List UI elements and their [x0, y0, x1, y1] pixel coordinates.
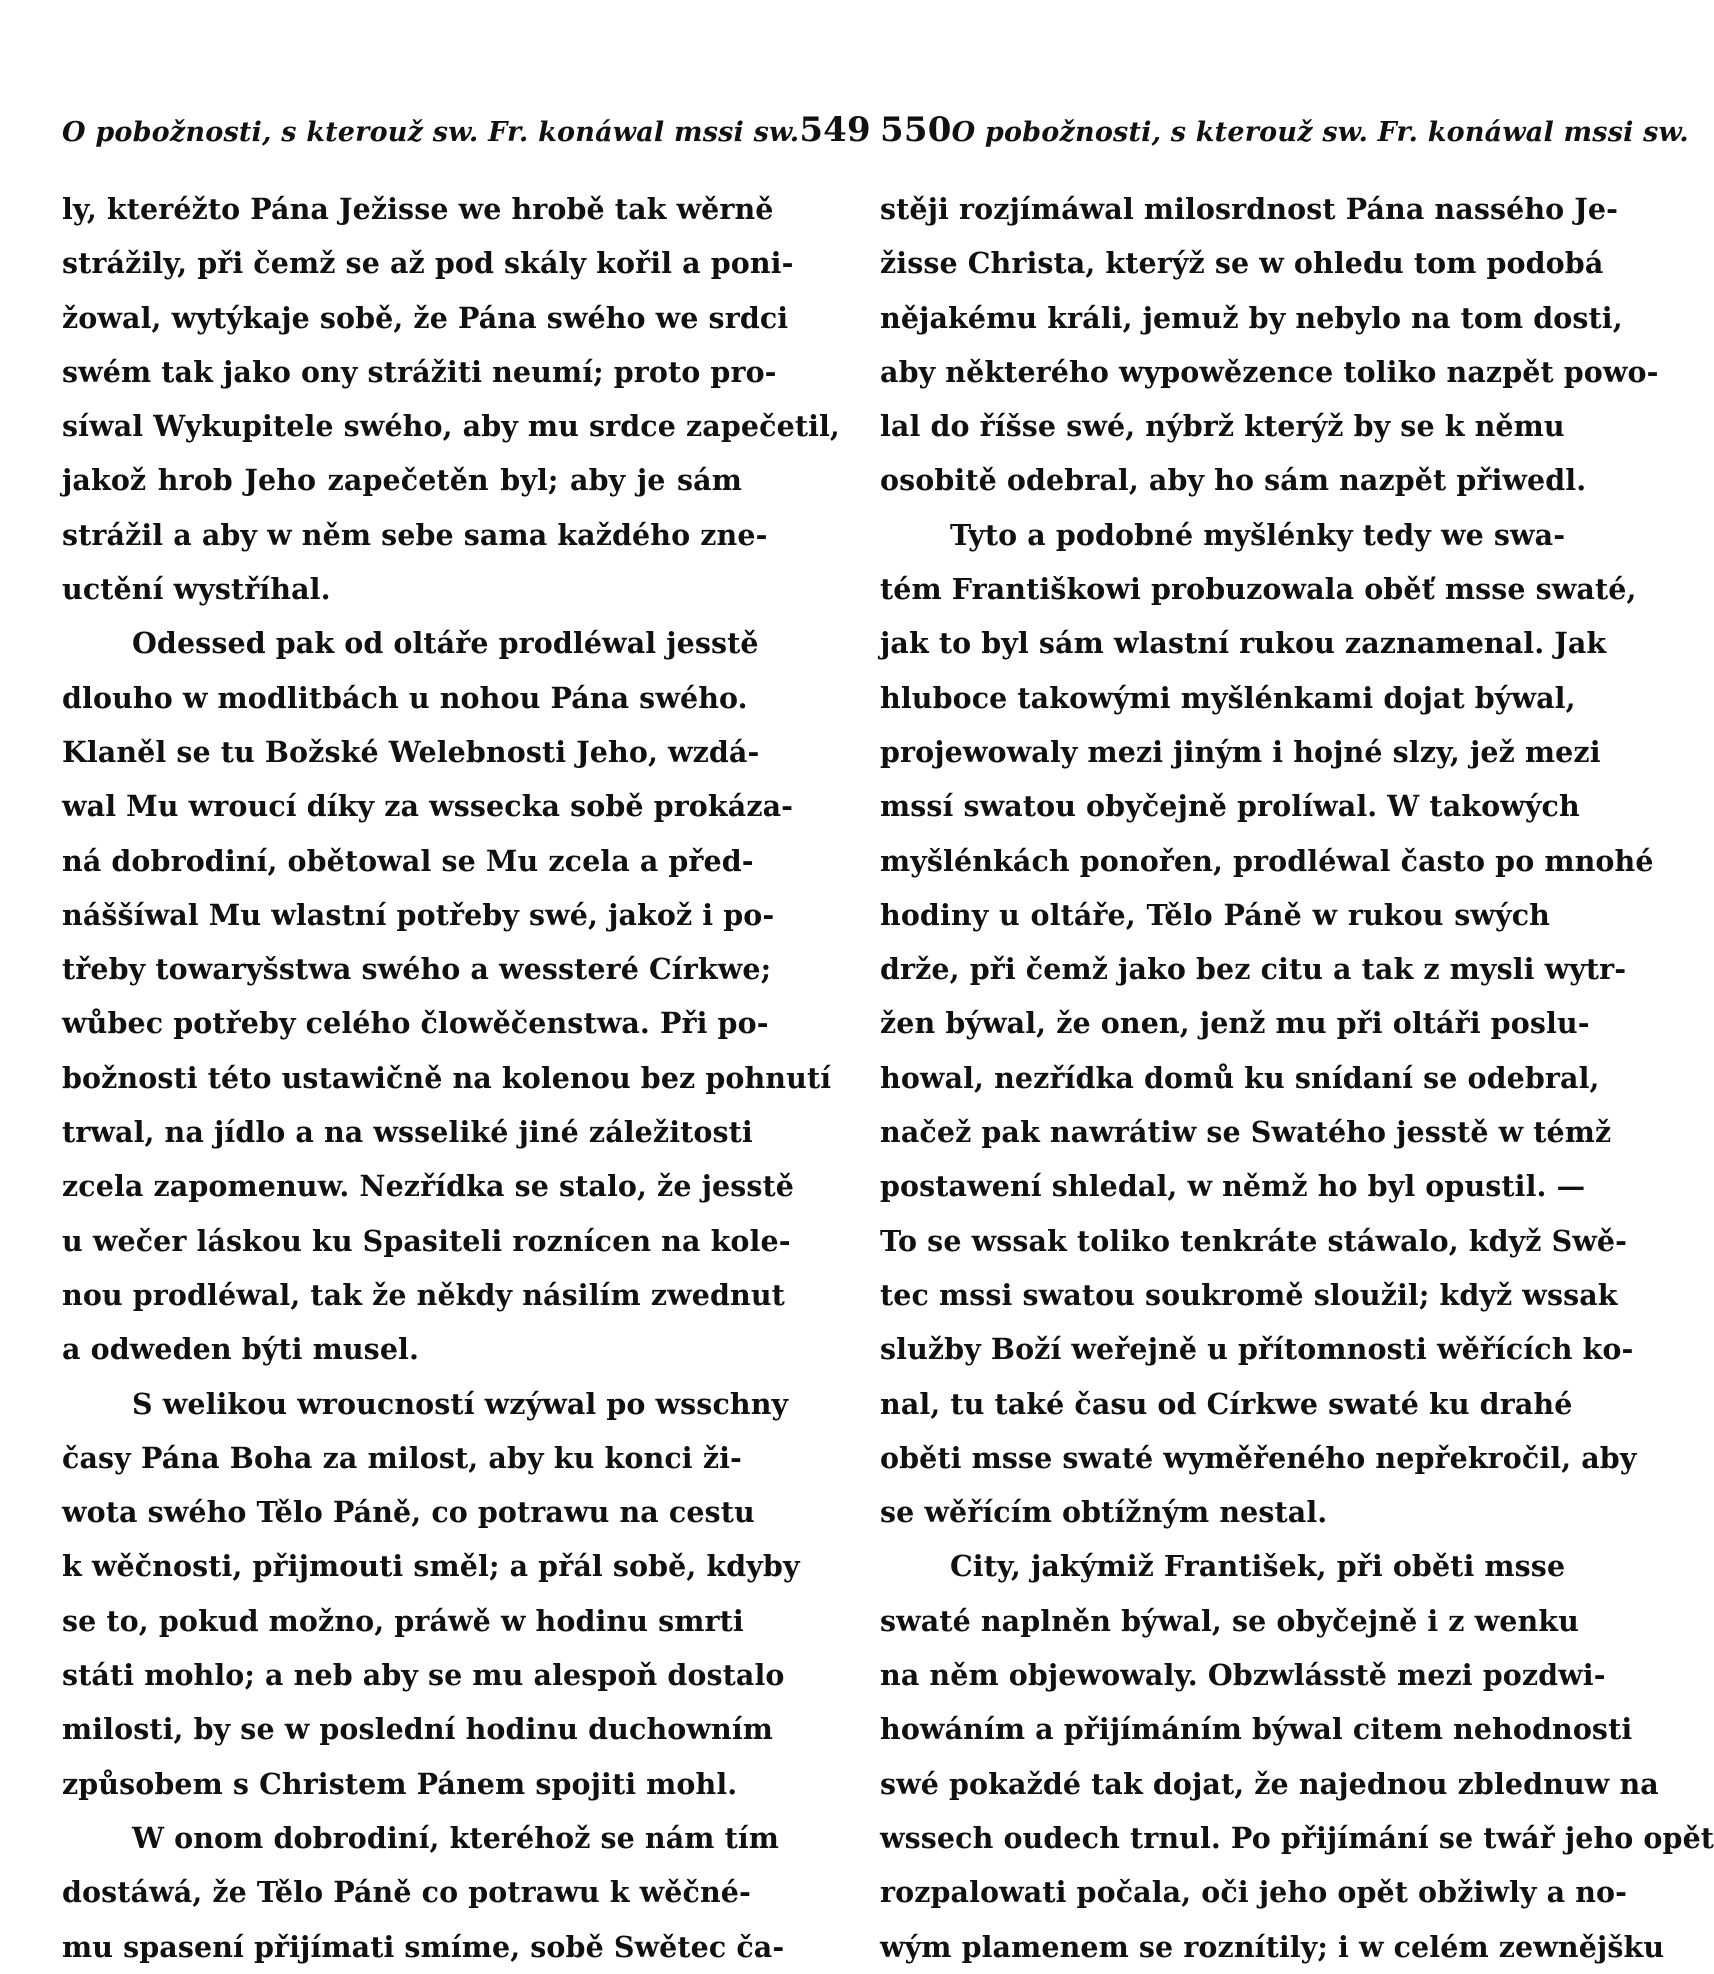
- text-line: projewowaly mezi jiným i hojné slzy, jež mezi: [880, 734, 1601, 769]
- text-line: nal, tu také času od Církwe swaté ku drahé: [880, 1386, 1573, 1421]
- text-line: tec mssi swatou soukromě sloužil; když wssak: [880, 1277, 1618, 1312]
- right-page: [880, 110, 1714, 1974]
- text-line: hluboce takowými myšlénkami dojat býwal,: [880, 680, 1576, 715]
- text-line: W onom dobrodiní, kteréhož se nám tím: [132, 1820, 780, 1855]
- text-line: aby některého wypowězence toliko nazpět powo-: [880, 354, 1659, 389]
- text-line: City, jakýmiž František, při oběti msse: [950, 1549, 1566, 1584]
- running-head: [62, 110, 871, 160]
- text-line: wota swého Tělo Páně, co potrawu na cestu: [62, 1495, 755, 1530]
- text-line: howal, nezřídka domů ku snídaní se odebral,: [880, 1060, 1600, 1095]
- text-line: a odweden býti musel.: [62, 1332, 419, 1367]
- text-line: božnosti této ustawičně na kolenou bez pohnutí: [62, 1060, 832, 1095]
- text-line: dostáwá, že Tělo Páně co potrawu k wěčné-: [62, 1875, 751, 1910]
- text-line: žisse Christa, kterýž se w ohledu tom podobá: [880, 246, 1604, 281]
- text-line: lal do říšse swé, nýbrž kterýž by se k němu: [880, 409, 1565, 444]
- text-line: To se wssak toliko tenkráte stáwalo, když Swě-: [880, 1223, 1628, 1258]
- text-line: drže, při čemž jako bez citu a tak z mysli wytr-: [880, 952, 1627, 987]
- text-line: swé pokaždé tak dojat, že najednou zblednuw na: [880, 1766, 1659, 1801]
- running-head: [880, 110, 1689, 160]
- text-line: načež pak nawrátiw se Swatého jesstě w témž: [880, 1115, 1612, 1150]
- text-line: uctění wystříhal.: [62, 572, 331, 607]
- text-line: swaté naplněn býwal, se obyčejně i z wenku: [880, 1603, 1579, 1638]
- text-line: strážily, při čemž se až pod skály kořil a poni-: [62, 246, 794, 281]
- text-line: S welikou wroucností wzýwal po wsschny: [132, 1386, 789, 1421]
- text-line: tém Františkowi probuzowala oběť msse swaté,: [880, 572, 1637, 607]
- text-line: dlouho w modlitbách u nohou Pána swého.: [62, 680, 748, 715]
- text-line: hodiny u oltáře, Tělo Páně w rukou swých: [880, 897, 1550, 932]
- text-line: mssí swatou obyčejně prolíwal. W takowých: [880, 789, 1580, 824]
- text-line: časy Pána Boha za milost, aby ku konci ži-: [62, 1440, 742, 1475]
- text-line: swém tak jako ony strážiti neumí; proto pro-: [62, 354, 777, 389]
- text-line: nou prodléwal, tak že někdy násilím zwednut: [62, 1277, 785, 1312]
- text-line: na něm objewowaly. Obzwlásstě mezi pozdwi-: [880, 1658, 1606, 1693]
- text-line: Klaněl se tu Božské Welebnosti Jeho, wzdá-: [62, 734, 760, 769]
- text-line: ly, kteréžto Pána Ježisse we hrobě tak wěrně: [62, 192, 774, 226]
- text-line: howáním a přijímáním býwal citem nehodnosti: [880, 1712, 1633, 1747]
- page-number: 549: [799, 110, 871, 150]
- running-head-title: O pobožnosti, s kterouž sw. Fr. konáwal mssi sw.: [62, 117, 800, 148]
- text-line: osobitě odebral, aby ho sám nazpět přiwedl.: [880, 463, 1587, 498]
- text-line: se wěřícím obtížným nestal.: [880, 1495, 1328, 1530]
- text-line: strážil a aby w něm sebe sama každého zne-: [62, 517, 768, 552]
- text-line: wůbec potřeby celého člowěčenstwa. Při po-: [62, 1006, 769, 1041]
- text-line: síwal Wykupitele swého, aby mu srdce zapečetil,: [62, 409, 840, 444]
- text-line: Odessed pak od oltáře prodléwal jesstě: [132, 626, 759, 661]
- text-line: žen býwal, že onen, jenž mu při oltáři poslu-: [880, 1006, 1590, 1041]
- body-text: [62, 182, 840, 1974]
- text-line: myšlénkách ponořen, prodléwal často po mnohé: [880, 843, 1654, 878]
- text-line: wssech oudech trnul. Po přijímání se twář jeho opět: [880, 1820, 1714, 1855]
- text-line: náššíwal Mu wlastní potřeby swé, jakož i po-: [62, 897, 775, 932]
- text-line: státi mohlo; a neb aby se mu alespoň dostalo: [62, 1658, 785, 1693]
- text-line: ná dobrodiní, obětowal se Mu zcela a před-: [62, 843, 754, 878]
- text-line: milosti, by se w poslední hodinu duchowním: [62, 1712, 774, 1747]
- text-line: služby Boží weřejně u přítomnosti wěřících ko-: [880, 1332, 1634, 1367]
- text-line: oběti msse swaté wyměřeného nepřekročil, aby: [880, 1440, 1637, 1475]
- text-line: Tyto a podobné myšlénky tedy we swa-: [950, 517, 1566, 552]
- text-line: rozpalowati počala, oči jeho opět obžiwly a no-: [880, 1875, 1628, 1910]
- text-line: zcela zapomenuw. Nezřídka se stalo, že jesstě: [62, 1169, 795, 1204]
- left-page: [62, 110, 871, 1974]
- text-line: k wěčnosti, přijmouti směl; a přál sobě, kdyby: [62, 1549, 800, 1584]
- text-line: jakož hrob Jeho zapečetěn byl; aby je sám: [62, 463, 742, 498]
- text-line: wal Mu wroucí díky za wssecka sobě prokáza-: [62, 789, 794, 824]
- text-line: mu spasení přijímati smíme, sobě Swětec ča-: [62, 1929, 785, 1964]
- text-line: wým plamenem se roznítily; i w celém zewnějšku: [880, 1929, 1665, 1964]
- running-head-title: O pobožnosti, s kterouž sw. Fr. konáwal mssi sw.: [951, 117, 1689, 148]
- text-line: způsobem s Christem Pánem spojiti mohl.: [62, 1766, 738, 1801]
- text-line: nějakému králi, jemuž by nebylo na tom dosti,: [880, 300, 1623, 335]
- text-line: třeby towaryšstwa swého a wessteré Církwe;: [62, 952, 772, 987]
- text-line: trwal, na jídlo a na wsseliké jiné záležitosti: [62, 1115, 753, 1150]
- text-line: u wečer láskou ku Spasiteli roznícen na kole-: [62, 1223, 791, 1258]
- text-line: stěji rozjímáwal milosrdnost Pána nassého Je-: [880, 192, 1619, 226]
- text-line: žowal, wytýkaje sobě, že Pána swého we srdci: [62, 300, 789, 335]
- text-line: jak to byl sám wlastní rukou zaznamenal. Jak: [880, 626, 1607, 661]
- page-number: 550: [880, 110, 952, 150]
- text-line: postawení shledal, w němž ho byl opustil. —: [880, 1169, 1586, 1204]
- body-text: [880, 182, 1714, 1974]
- text-line: se to, pokud možno, práwě w hodinu smrti: [62, 1603, 744, 1638]
